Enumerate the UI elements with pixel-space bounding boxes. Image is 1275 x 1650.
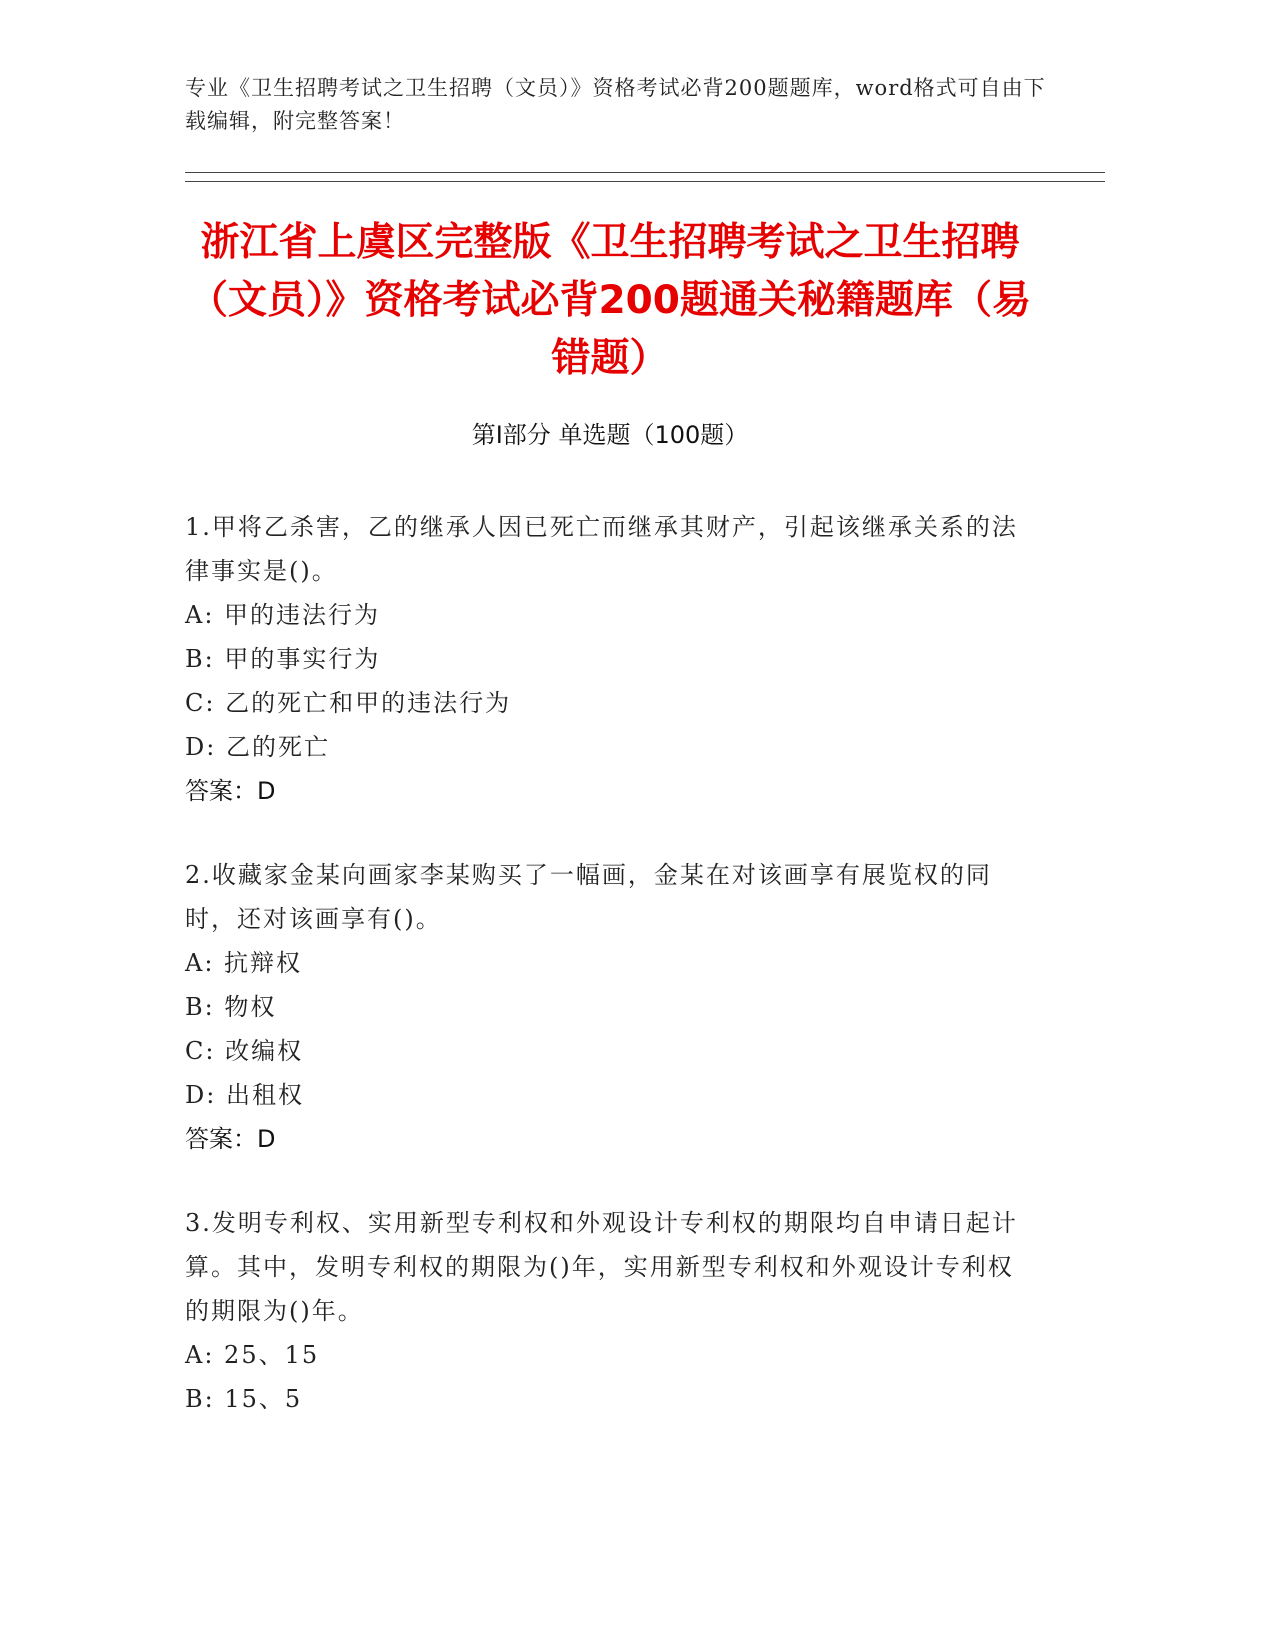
- question-stem: 3.发明专利权、实用新型专利权和外观设计专利权的期限均自申请日起计算。其中，发明专利权的期限为()年，实用新型专利权和外观设计专利权的期限为()年。: [185, 1209, 1018, 1325]
- question-3: [185, 1201, 1025, 1421]
- option-b: B: 物权: [185, 993, 277, 1021]
- option-a: A: 甲的违法行为: [185, 601, 381, 629]
- option-c: C: 改编权: [185, 1037, 304, 1065]
- header-rule-top: [185, 172, 1105, 173]
- option-a: A: 25、15: [185, 1341, 320, 1369]
- question-stem: 1.甲将乙杀害，乙的继承人因已死亡而继承其财产，引起该继承关系的法律事实是()。: [185, 513, 1018, 585]
- option-d: D: 出租权: [185, 1081, 304, 1109]
- option-a: A: 抗辩权: [185, 949, 303, 977]
- document-title: 浙江省上虞区完整版《卫生招聘考试之卫生招聘（文员）》资格考试必背200题通关秘籍题库（易错题）: [189, 220, 1031, 381]
- header-note: 专业《卫生招聘考试之卫生招聘（文员）》资格考试必背200题题库，word格式可自由下载编辑，附完整答案！: [185, 76, 1046, 133]
- section-title: 第Ⅰ部分 单选题（100题）: [471, 421, 749, 449]
- option-d: D: 乙的死亡: [185, 733, 330, 761]
- option-c: C: 乙的死亡和甲的违法行为: [185, 689, 512, 717]
- answer-line: 答案：D: [185, 1125, 276, 1153]
- option-b: B: 甲的事实行为: [185, 645, 381, 673]
- question-1: [185, 505, 1025, 813]
- question-stem: 2.收藏家金某向画家李某购买了一幅画，金某在对该画享有展览权的同时，还对该画享有()。: [185, 861, 992, 933]
- option-b: B: 15、5: [185, 1385, 303, 1413]
- question-2: [185, 853, 1025, 1161]
- question-list: [185, 505, 1025, 1461]
- answer-line: 答案：D: [185, 777, 276, 805]
- header-rule-bottom: [185, 181, 1105, 182]
